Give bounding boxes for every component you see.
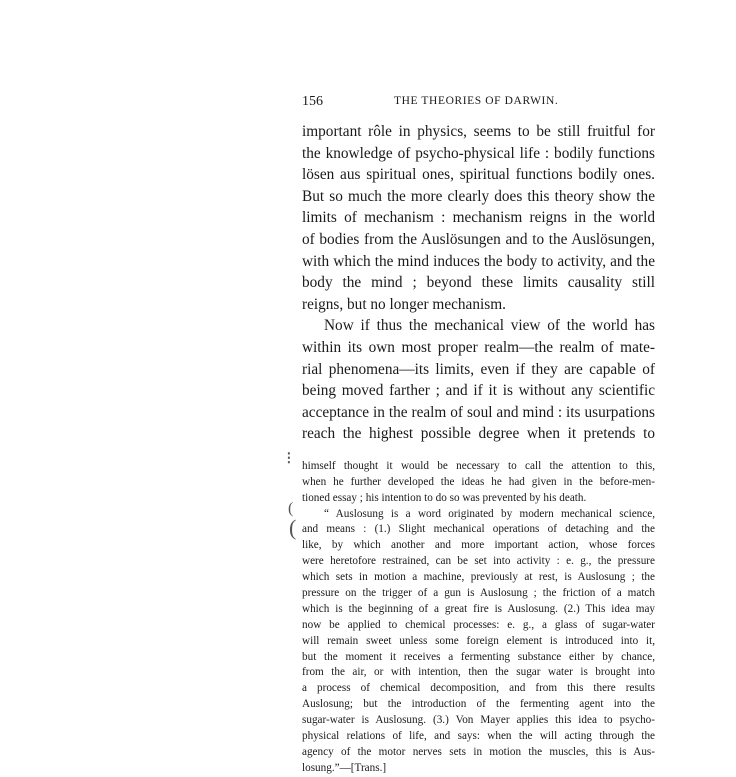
footnote-line: when he further developed the ideas he had given in the before-men-: [302, 475, 655, 488]
body-line: with which the mind induces the body to activity, and the: [302, 252, 655, 270]
running-head: [302, 94, 655, 116]
margin-pencil-mark: ⁝: [286, 448, 292, 468]
body-line: reigns, but no longer mechanism.: [302, 295, 506, 313]
body-line: within its own most proper realm—the realm of mate-: [302, 338, 655, 356]
body-line: rial phenomena—its limits, even if they are capable of: [302, 360, 655, 378]
footnote-line: like, by which another and more important action, whose forces: [302, 539, 655, 552]
footnote-line: now be applied to chemical processes: e. g., a glass of sugar-water: [302, 618, 655, 631]
footnote-line: tioned essay ; his intention to do so was prevented by his death.: [302, 491, 587, 504]
body-line: being moved farther ; and if it is without any scientific: [302, 382, 655, 400]
footnote-line: which sets in motion a machine, previously at rest, is Auslosung ; the: [302, 571, 655, 584]
book-page: [302, 94, 655, 777]
footnote-line: were heretofore restrained, can be set into activity : e. g., the pressure: [302, 555, 655, 568]
margin-pencil-mark: (: [289, 515, 297, 540]
margin-pencil-mark: (: [288, 500, 294, 517]
body-line: reach the highest possible degree when it pretends to: [302, 425, 655, 443]
footnote-line: himself thought it would be necessary to call the attention to this,: [302, 459, 655, 472]
body-line: the knowledge of psycho-physical life : bodily functions: [302, 144, 655, 162]
running-title: THE THEORIES OF DARWIN.: [394, 95, 559, 107]
body-line: limits of mechanism : mechanism reigns in the world: [302, 209, 655, 227]
body-line: lösen aus spiritual ones, spiritual functions bodily ones.: [302, 166, 655, 184]
footnote-line: but the moment it receives a fermenting substance either by chance,: [302, 650, 655, 663]
footnote-line: pressure on the trigger of a gun is Auslosung ; the friction of a match: [302, 587, 655, 600]
footnote-line: agency of the motor nerves sets in motion the muscles, this is Aus-: [302, 745, 655, 758]
footnote-line: “ Auslosung is a word originated by modern mechanical science,: [324, 507, 655, 520]
footnote-line: from the air, or with intention, then the sugar water is brought into: [302, 666, 655, 679]
page-number: 156: [302, 94, 323, 109]
footnote-line: Auslosung; but the introduction of the fermenting agent into the: [302, 698, 655, 711]
footnote-line: a process of chemical decomposition, and from this there results: [302, 682, 655, 695]
footnote-line: which is the beginning of a great fire is Auslosung. (2.) This idea may: [302, 602, 655, 615]
footnote-line: sugar-water is Auslosung. (3.) Von Mayer applies this idea to psycho-: [302, 714, 655, 727]
body-line: acceptance in the realm of soul and mind : its usurpations: [302, 403, 655, 421]
body-line: But so much the more clearly does this theory show the: [302, 187, 655, 205]
footnote-line: and means : (1.) Slight mechanical operations of detaching and the: [302, 523, 655, 536]
footnote-line: physical relations of life, and says: when the will acting through the: [302, 730, 655, 743]
footnotes: [302, 459, 655, 777]
body-line: Now if thus the mechanical view of the world has: [324, 317, 655, 335]
body-text: [302, 121, 655, 445]
footnote-line: losung.”—[Trans.]: [302, 761, 387, 774]
body-line: important rôle in physics, seems to be still fruitful for: [302, 123, 655, 140]
body-line: body the mind ; beyond these limits causality still: [302, 274, 655, 292]
body-line: of bodies from the Auslösungen and to the Auslösungen,: [302, 230, 655, 248]
footnote-line: will remain sweet unless some foreign element is introduced into it,: [302, 634, 655, 647]
